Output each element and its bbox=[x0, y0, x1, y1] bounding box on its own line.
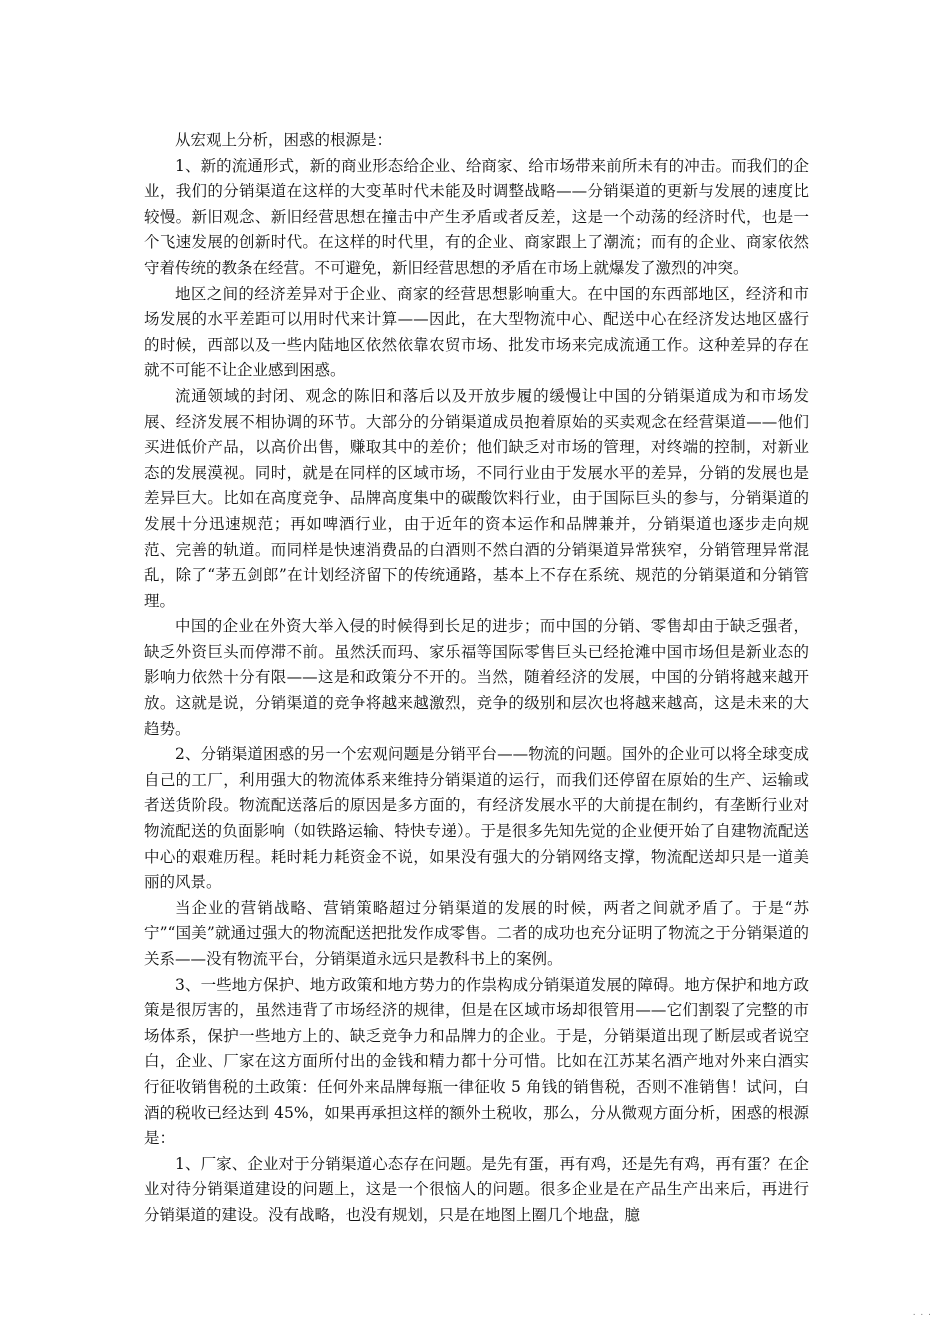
paragraph-macro-2-logistics: 2、分销渠道困惑的另一个宏观问题是分销平台——物流的问题。国外的企业可以将全球变成自己的工厂，利用强大的物流体系来维持分销渠道的运行，而我们还停留在原始的生产、运输或者送货阶段。物流配送落后的原因是多方面的，有经济发展水平的大前提在制约，有垄断行业对物流配送的负面影响（如铁路运输、特快专递）。于是很多先知先觉的企业便开始了自建物流配送中心的艰难历程。耗时耗力耗资金不说，如果没有强大的分销网络支撑，物流配送却只是一道美丽的风景。 bbox=[144, 745, 809, 892]
paragraph-intro: 从宏观上分析，困惑的根源是： bbox=[175, 131, 393, 149]
paragraph-suning-gome: 当企业的营销战略、营销策略超过分销渠道的发展的时候，两者之间就矛盾了。于是“苏宁”“国美”就通过强大的物流配送把批发作成零售。二者的成功也充分证明了物流之于分销渠道的关系——没有物流平台，分销渠道永远只是教科书上的案例。 bbox=[144, 898, 809, 968]
paragraph-micro-1: 1、厂家、企业对于分销渠道心态存在问题。是先有蛋，再有鸡，还是先有鸡，再有蛋？在企业对待分销渠道建设的问题上，这是一个很恼人的问题。很多企业是在产品生产出来后，再进行分销渠道的建设。没有战略，也没有规划，只是在地图上圈几个地盘，臆 bbox=[144, 1154, 809, 1224]
paragraph-regional-gap: 地区之间的经济差异对于企业、商家的经营思想影响重大。在中国的东西部地区，经济和市场发展的水平差距可以用时代来计算——因此，在大型物流中心、配送中心在经济发达地区盛行的时候，西部以及一些内陆地区依然依靠农贸市场、批发市场来完成流通工作。这种差异的存在就不可能不让企业感到困惑。 bbox=[144, 284, 809, 380]
document-body bbox=[144, 128, 809, 1229]
page-corner-mark: . . . bbox=[912, 1308, 932, 1318]
paragraph-circulation: 流通领域的封闭、观念的陈旧和落后以及开放步履的缓慢让中国的分销渠道成为和市场发展、经济发展不相协调的环节。大部分的分销渠道成员抱着原始的买卖观念在经营渠道——他们买进低价产品，以高价出售，赚取其中的差价；他们缺乏对市场的管理，对终端的控制，对新业态的发展漠视。同时，就是在同样的区域市场，不同行业由于发展水平的差异，分销的发展也是差异巨大。比如在高度竞争、品牌高度集中的碳酸饮料行业，由于国际巨头的参与，分销渠道的发展十分迅速规范；再如啤酒行业，由于近年的资本运作和品牌兼并，分销渠道也逐步走向规范、完善的轨道。而同样是快速消费品的白酒则不然白酒的分销渠道异常狭窄，分销管理异常混乱，除了“茅五剑郎”在计划经济留下的传统通路，基本上不存在系统、规范的分销渠道和分销管理。 bbox=[144, 386, 809, 610]
paragraph-foreign-capital: 中国的企业在外资大举入侵的时候得到长足的进步；而中国的分销、零售却由于缺乏强者，缺乏外资巨头而停滞不前。虽然沃而玛、家乐福等国际零售巨头已经抢滩中国市场但是新业态的影响力依然十分有限——这是和政策分不开的。当然，随着经济的发展，中国的分销将越来越开放。这就是说，分销渠道的竞争将越来越激烈，竞争的级别和层次也将越来越高，这是未来的大趋势。 bbox=[144, 617, 809, 738]
paragraph-macro-3-local-protection: 3、一些地方保护、地方政策和地方势力的作祟构成分销渠道发展的障碍。地方保护和地方政策是很厉害的，虽然违背了市场经济的规律，但是在区域市场却很管用——它们割裂了完整的市场体系，保护一些地方上的、缺乏竞争力和品牌力的企业。于是，分销渠道出现了断层或者说空白，企业、厂家在这方面所付出的金钱和精力都十分可惜。比如在江苏某名酒产地对外来白酒实行征收销售税的土政策：任何外来品牌每瓶一律征收 5 角钱的销售税，否则不准销售！试问，白酒的税收已经达到 45%，如果再承担这样的额外土税收，那么，分从微观方面分析，困惑的根源是： bbox=[144, 975, 809, 1148]
paragraph-macro-1: 1、新的流通形式，新的商业形态给企业、给商家、给市场带来前所未有的冲击。而我们的企业，我们的分销渠道在这样的大变革时代未能及时调整战略——分销渠道的更新与发展的速度比较慢。新旧观念、新旧经营思想在撞击中产生矛盾或者反差，这是一个动荡的经济时代，也是一个飞速发展的创新时代。在这样的时代里，有的企业、商家跟上了潮流；而有的企业、商家依然守着传统的教条在经营。不可避免，新旧经营思想的矛盾在市场上就爆发了激烈的冲突。 bbox=[144, 156, 809, 277]
